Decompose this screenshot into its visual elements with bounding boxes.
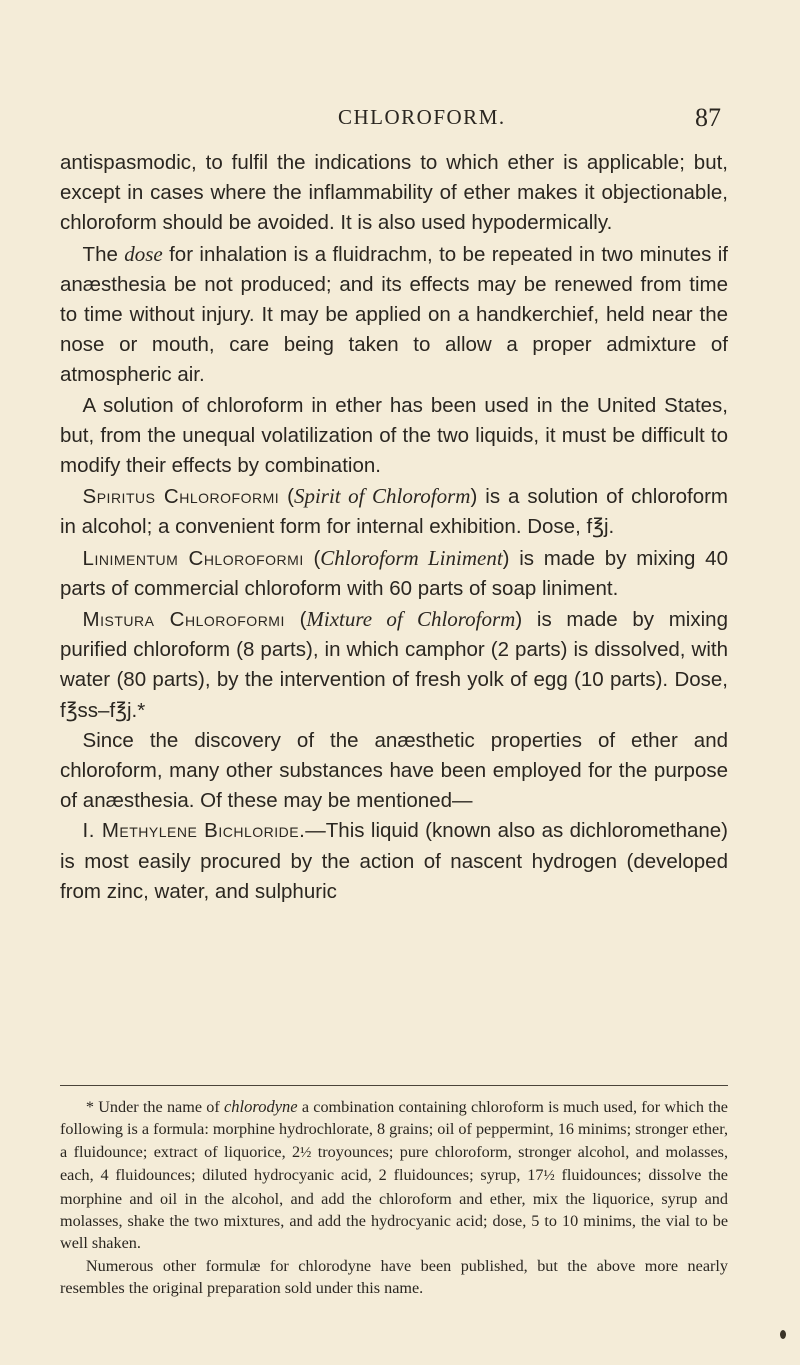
footnote-divider	[60, 1085, 728, 1086]
fn-text-part3: fluidounces; dissolve the morphine and oil in the alcohol, and add the chloroform and ether, mix the liquorice, syrup and molasses, shake the two mixtures, and add the hydrocyanic acid; dose, 5 to 10 minims, the vial to be well shaken.	[60, 1166, 728, 1253]
p4-text-after: ) is a solution of chloroform in alcohol; a convenient form for internal exhibition. Dose, f℥j.	[60, 485, 728, 539]
p8-text-after: —This liquid (known also as dichloromethane) is most easily procured by the action of nascent hydrogen (developed from zinc, water, and sulphuric	[60, 819, 728, 903]
page-header	[0, 105, 800, 135]
paragraph-2	[60, 239, 728, 391]
paragraph-6	[60, 604, 728, 726]
paragraph-7: Since the discovery of the anæsthetic properties of ether and chloroform, many other substances have been employed for the purpose of anæsthesia. Of these may be mentioned—	[60, 728, 728, 813]
p8-section-heading: I. Methylene Bichloride.	[82, 819, 306, 843]
p6-preparation-name: Mistura Chloroformi	[82, 608, 285, 632]
fn-fraction-half-2: ½	[543, 1168, 555, 1185]
footnote-paragraph-2: Numerous other formulæ for chlorodyne have been published, but the above more nearly resembles the original preparation sold under this name.	[60, 1256, 728, 1298]
fn-italic-chlorodyne: chlorodyne	[223, 1097, 298, 1116]
p2-text-before: The	[82, 242, 125, 266]
footnote-paragraph-1	[60, 1096, 728, 1255]
fn-text-before: * Under the name of	[85, 1098, 224, 1116]
p6-italic-name: Mixture of Chloroform	[306, 607, 516, 632]
fn-fraction-half-1: ½	[300, 1144, 312, 1161]
p6-open-paren: (	[284, 608, 307, 632]
ink-spot	[780, 1330, 786, 1339]
p5-preparation-name: Linimentum Chloroformi	[82, 546, 304, 570]
paragraph-1: antispasmodic, to fulfil the indications to which ether is applicable; but, except in cases where the inflammability of ether makes it objectionable, chloroform should be avoided. It is also used hypodermically.	[60, 151, 728, 235]
main-text	[60, 148, 728, 907]
p2-italic-dose: dose	[124, 241, 163, 266]
paragraph-8	[60, 816, 728, 907]
p5-text-after: ) is made by mixing 40 parts of commercial chloroform with 60 parts of soap liniment.	[60, 546, 728, 600]
fn-text-part2: troyounces; pure chloroform, stronger alcohol, and molasses, each, 4 fluidounces; diluted hydrocyanic acid, 2 fluidounces; syrup, 17	[60, 1142, 728, 1185]
fn-text-part1: a combination containing chloroform is much used, for which the following is a formula: morphine hydrochlorate, 8 grains; oil of peppermint, 16 minims; stronger ether, a fluidounce; extract of liquorice, 2	[60, 1098, 728, 1161]
paragraph-5	[60, 543, 728, 604]
p2-text-after: for inhalation is a fluidrachm, to be repeated in two minutes if anæsthesia be not produced; and its effects may be renewed from time to time without injury. It may be applied on a handkerchief, held near the nose or mouth, care being taken to allow a proper admixture of atmospheric air.	[60, 242, 728, 387]
p5-italic-name: Chloroform Liniment	[320, 545, 503, 570]
footnote	[60, 1096, 728, 1300]
p6-text-after: ) is made by mixing purified chloroform (8 parts), in which camphor (2 parts) is dissolved, with water (80 parts), by the intervention of fresh yolk of egg (10 parts). Dose, f℥ss–f℥j.*	[60, 608, 728, 722]
running-head: CHLOROFORM.	[338, 105, 506, 129]
paragraph-4	[60, 481, 728, 542]
paragraph-3: A solution of chloroform in ether has been used in the United States, but, from the unequal volatilization of the two liquids, it must be difficult to modify their effects by combination.	[60, 393, 728, 478]
p4-preparation-name: Spiritus Chloroformi	[82, 485, 280, 509]
p4-italic-name: Spirit of Chloroform	[293, 484, 471, 509]
p4-open-paren: (	[279, 485, 294, 509]
page-number: 87	[695, 103, 721, 132]
p5-open-paren: (	[303, 546, 321, 570]
